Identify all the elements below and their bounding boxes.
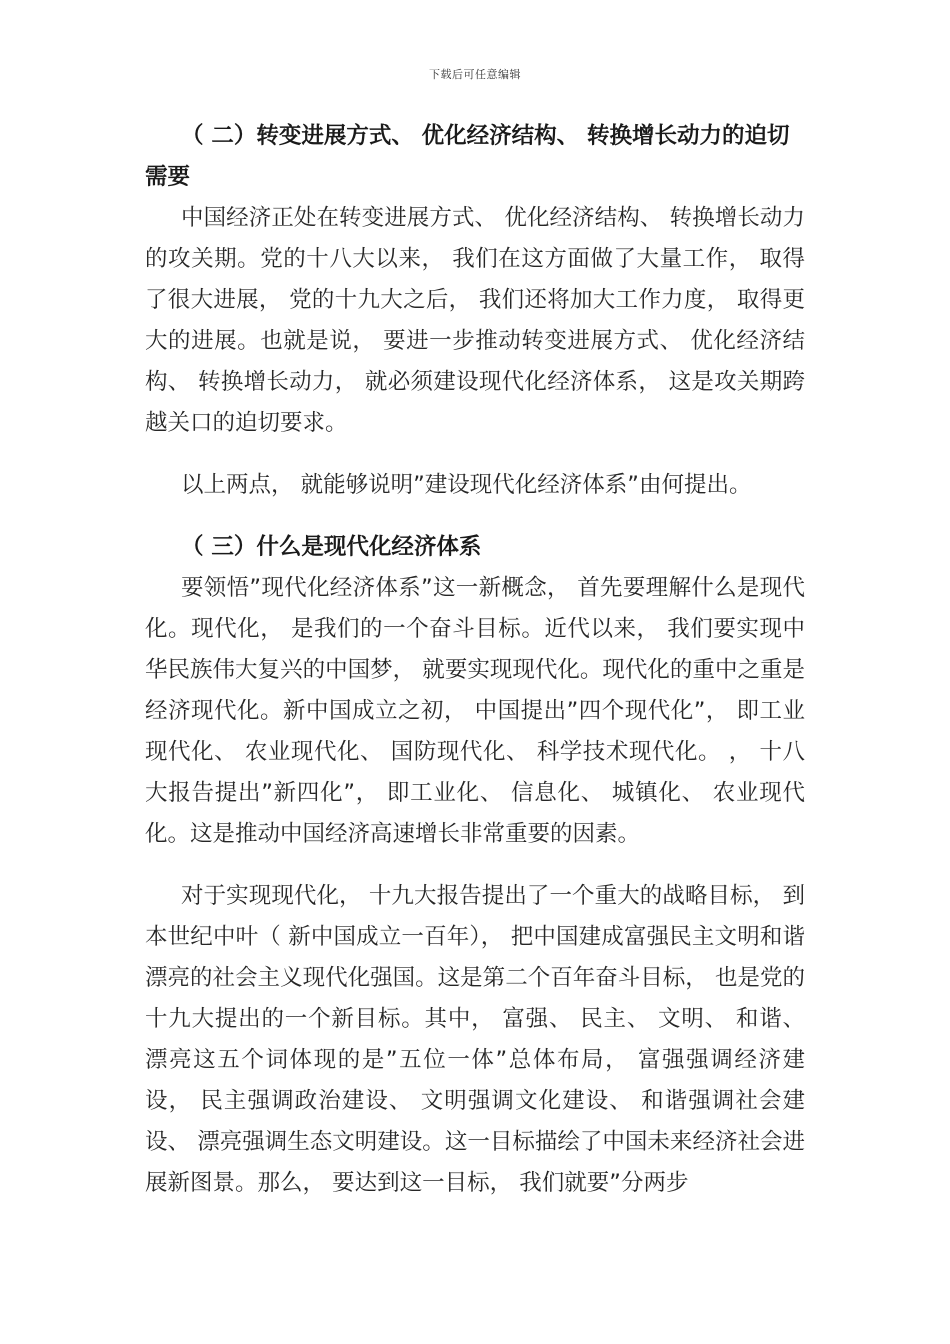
paragraph-section2-2: 以上两点， 就能够说明”建设现代化经济体系”由何提出。 xyxy=(181,472,752,498)
paragraph-section2-1: 中国经济正处在转变进展方式、 优化经济结构、 转换增长动力的攻关期。党的十八大以来， 我们在这方面做了大量工作， 取得了很大进展， 党的十九大之后， 我们还将加大工作力度， 取得更大的进展。也就是说， 要进一步推动转变进展方式、 优化经济结构、 转换增长动力， 就必须建设现代化经济体系， 这是攻关期跨越关口的迫切要求。 xyxy=(145,205,805,436)
page-header-note: 下载后可任意编辑 xyxy=(429,68,521,81)
document-body xyxy=(145,116,805,1204)
paragraph-section3-1: 要领悟”现代化经济体系”这一新概念， 首先要理解什么是现代化。现代化， 是我们的一个奋斗目标。近代以来， 我们要实现中华民族伟大复兴的中国梦， 就要实现现代化。现代化的重中之重是经济现代化。新中国成立之初， 中国提出”四个现代化”， 即工业现代化、 农业现代化、 国防现代化、 科学技术现代化。 ， 十八大报告提出”新四化”， 即工业化、 信息化、 城镇化、 农业现代化。这是推动中国经济高速增长非常重要的因素。 xyxy=(145,575,805,847)
section-heading-3: （ 三）什么是现代化经济体系 xyxy=(181,534,482,560)
section-heading-2: （ 二）转变进展方式、 优化经济结构、 转换增长动力的迫切需要 xyxy=(145,123,790,190)
paragraph-section3-2: 对于实现现代化， 十九大报告提出了一个重大的战略目标， 到本世纪中叶（ 新中国成立一百年）， 把中国建成富强民主文明和谐漂亮的社会主义现代化强国。这是第二个百年奋斗目标， 也是党的十九大提出的一个新目标。其中， 富强、 民主、 文明、 和谐、 漂亮这五个词体现的是”五位一体”总体布局， 富强强调经济建设， 民主强调政治建设、 文明强调文化建设、 和谐强调社会建设、 漂亮强调生态文明建设。这一目标描绘了中国未来经济社会进展新图景。那么， 要达到这一目标， 我们就要”分两步 xyxy=(145,883,805,1196)
